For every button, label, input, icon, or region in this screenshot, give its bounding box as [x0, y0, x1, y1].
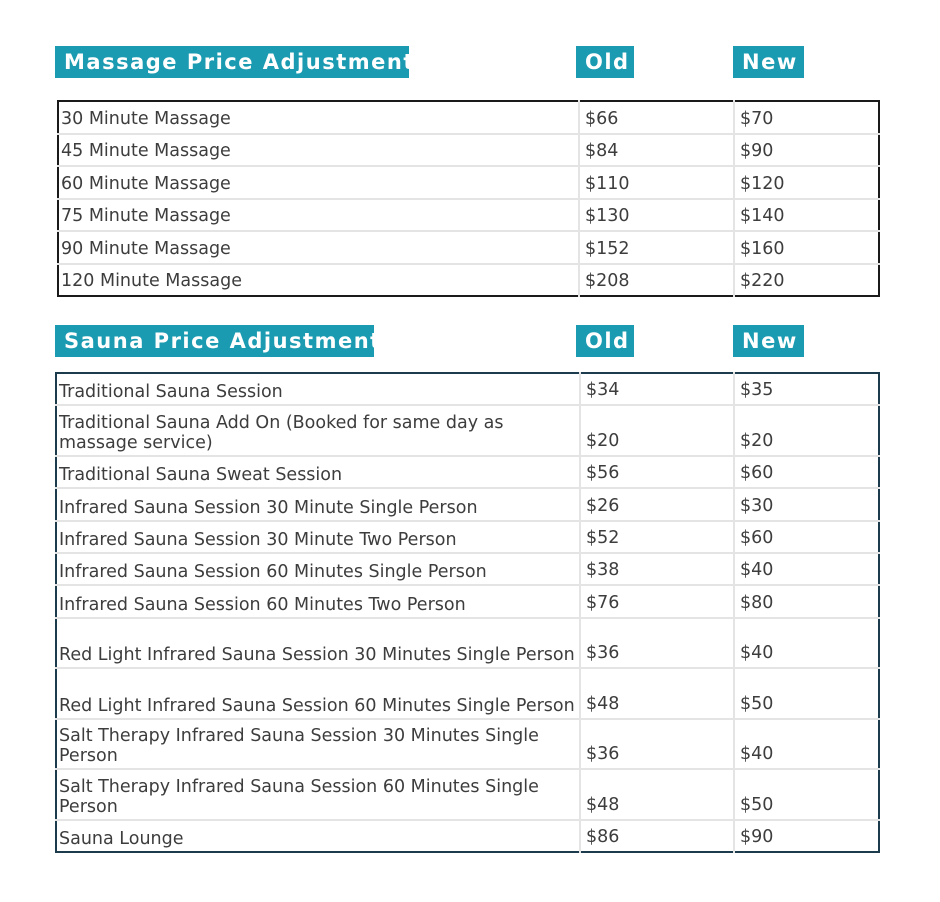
service-name: 90 Minute Massage — [58, 231, 579, 264]
service-name: 45 Minute Massage — [58, 134, 579, 167]
table-row — [56, 719, 879, 770]
table-row — [56, 521, 879, 553]
massage-section-title: Massage Price Adjustments — [55, 46, 409, 78]
old-price: $26 — [580, 488, 734, 520]
new-price: $60 — [734, 521, 879, 553]
service-name: Sauna Lounge — [56, 820, 580, 852]
sauna-section-title: Sauna Price Adjustments — [55, 325, 374, 357]
table-row — [56, 553, 879, 585]
old-price: $52 — [580, 521, 734, 553]
new-price: $90 — [740, 827, 774, 848]
table-row — [56, 456, 879, 488]
old-price: $84 — [579, 134, 734, 167]
massage-price-table — [57, 100, 880, 297]
new-price: $40 — [734, 618, 879, 669]
service-name: Salt Therapy Infrared Sauna Session 60 Minutes Single Person — [56, 769, 580, 820]
service-name: 75 Minute Massage — [58, 199, 579, 232]
old-price: $110 — [579, 166, 734, 199]
service-name: Infrared Sauna Session 60 Minutes Two Person — [56, 585, 580, 617]
old-price: $38 — [580, 553, 734, 585]
service-name: Red Light Infrared Sauna Session 30 Minutes Single Person — [56, 618, 580, 669]
table-row — [56, 488, 879, 520]
old-price: $66 — [579, 101, 734, 134]
old-price: $208 — [579, 264, 734, 297]
table-row — [56, 668, 879, 719]
new-price: $80 — [734, 585, 879, 617]
service-name: 30 Minute Massage — [58, 101, 579, 134]
table-row — [56, 820, 879, 852]
old-price: $130 — [579, 199, 734, 232]
old-price: $34 — [580, 373, 734, 405]
table-row — [56, 618, 879, 669]
service-name: Traditional Sauna Add On (Booked for same day as massage service) — [56, 405, 580, 456]
new-price: $20 — [734, 405, 879, 456]
old-price: $48 — [580, 668, 734, 719]
service-name: Infrared Sauna Session 30 Minute Two Person — [56, 521, 580, 553]
new-price: $120 — [734, 166, 879, 199]
massage-old-column-header: Old — [576, 46, 634, 78]
new-price: $90 — [734, 134, 879, 167]
old-price: $20 — [580, 405, 734, 456]
service-name: Traditional Sauna Sweat Session — [56, 456, 580, 488]
service-name: Red Light Infrared Sauna Session 60 Minutes Single Person — [56, 668, 580, 719]
service-name: Salt Therapy Infrared Sauna Session 30 Minutes Single Person — [56, 719, 580, 770]
old-price: $36 — [580, 618, 734, 669]
table-row — [58, 199, 879, 232]
table-row — [56, 585, 879, 617]
sauna-new-column-header: New — [733, 325, 804, 357]
old-price: $76 — [580, 585, 734, 617]
new-price: $220 — [740, 271, 785, 291]
new-price: $160 — [734, 231, 879, 264]
new-price: $70 — [734, 101, 879, 134]
old-price: $86 — [580, 820, 734, 852]
new-price: $30 — [734, 488, 879, 520]
new-price: $140 — [734, 199, 879, 232]
service-name: Traditional Sauna Session — [56, 373, 580, 405]
table-row — [58, 231, 879, 264]
table-row — [56, 405, 879, 456]
new-price: $50 — [734, 769, 879, 820]
sauna-old-column-header: Old — [576, 325, 634, 357]
service-name: 120 Minute Massage — [58, 264, 579, 297]
new-price: $50 — [734, 668, 879, 719]
service-name: Infrared Sauna Session 60 Minutes Single Person — [56, 553, 580, 585]
old-price: $36 — [580, 719, 734, 770]
table-row — [58, 134, 879, 167]
new-price: $40 — [734, 553, 879, 585]
massage-new-column-header: New — [733, 46, 804, 78]
new-price: $60 — [734, 456, 879, 488]
new-price: $35 — [734, 373, 879, 405]
table-row — [58, 166, 879, 199]
sauna-price-table — [55, 372, 880, 853]
table-row — [58, 264, 879, 297]
table-row — [56, 373, 879, 405]
table-row — [58, 101, 879, 134]
table-row — [56, 769, 879, 820]
old-price: $152 — [579, 231, 734, 264]
service-name: 60 Minute Massage — [58, 166, 579, 199]
old-price: $56 — [580, 456, 734, 488]
new-price: $40 — [734, 719, 879, 770]
old-price: $48 — [580, 769, 734, 820]
service-name: Infrared Sauna Session 30 Minute Single Person — [56, 488, 580, 520]
